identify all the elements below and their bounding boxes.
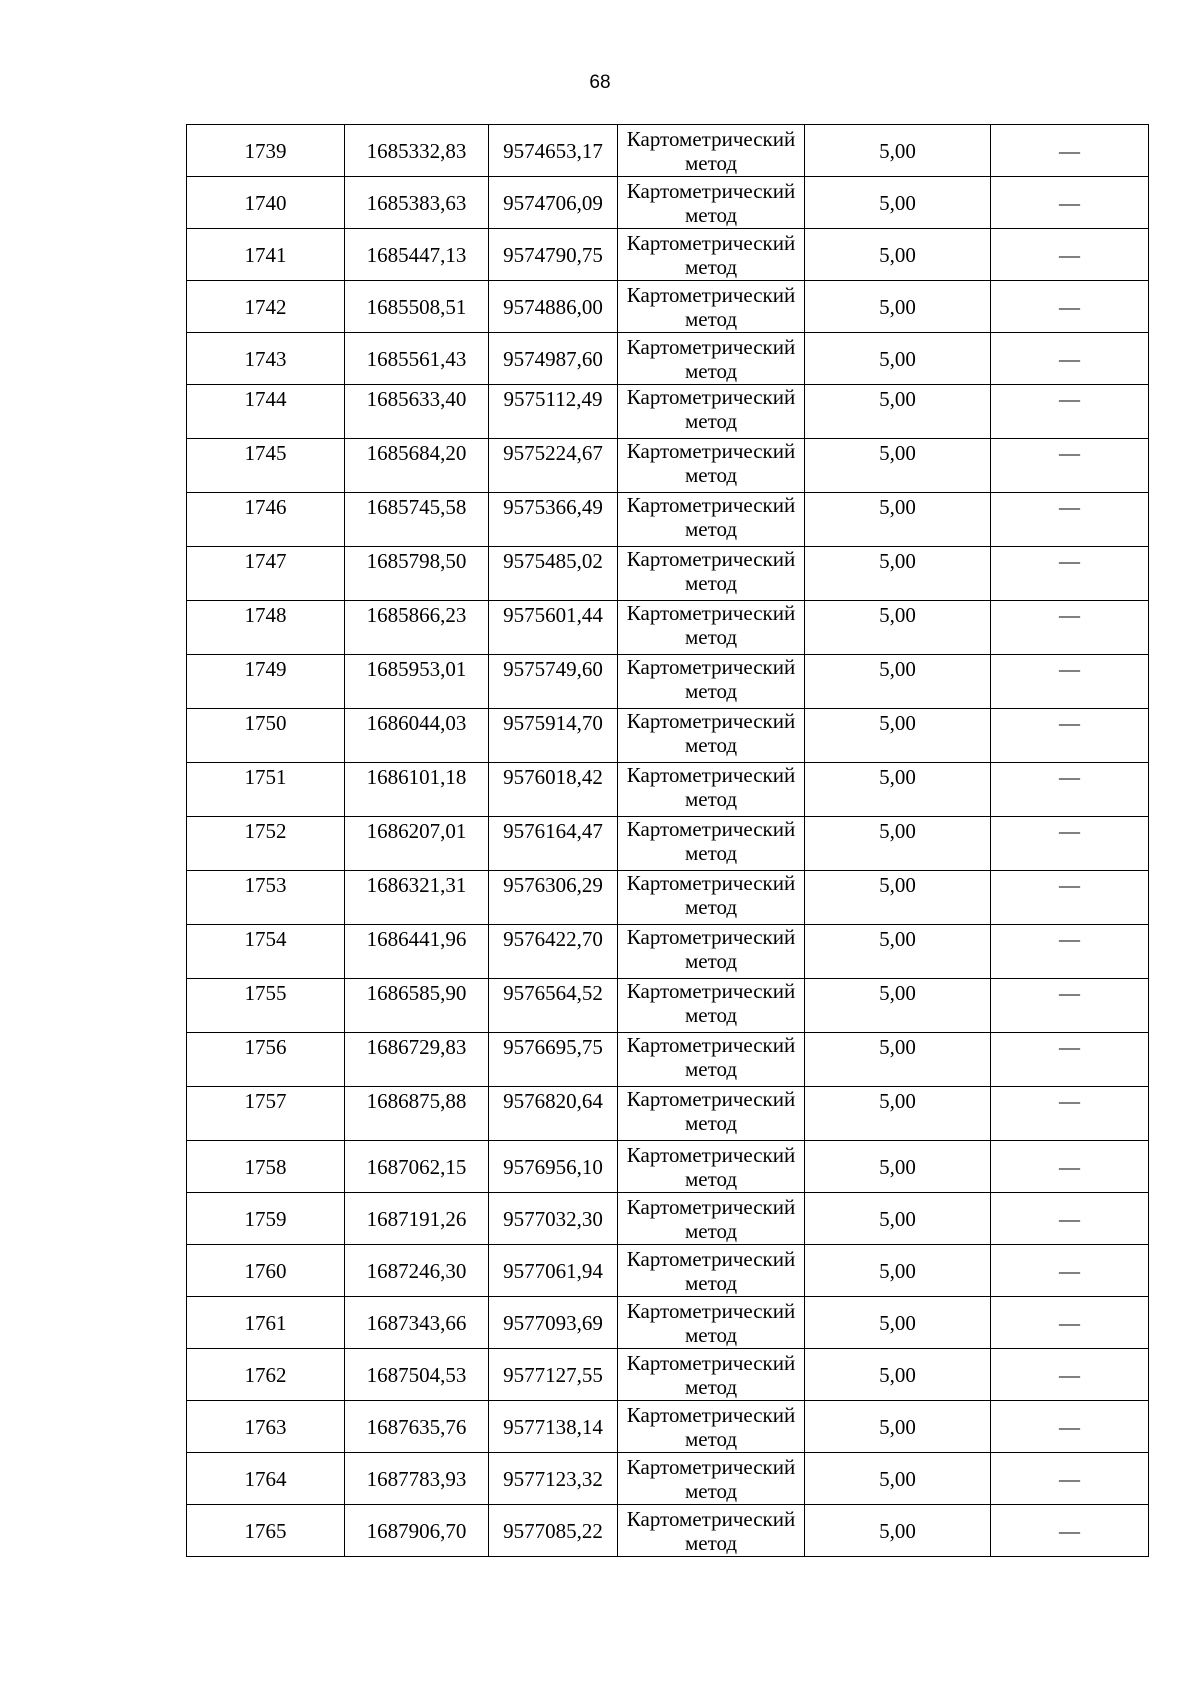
method-cell xyxy=(618,655,805,709)
table-row xyxy=(187,763,1149,817)
method-cell xyxy=(618,979,805,1033)
y-coordinate-cell: 9577061,94 xyxy=(489,1245,618,1297)
method-line-2: метод xyxy=(684,1218,738,1243)
point-number-cell: 1762 xyxy=(187,1349,345,1401)
point-number-cell: 1746 xyxy=(187,493,345,547)
method-line-2: метод xyxy=(684,254,738,279)
table-row xyxy=(187,1453,1149,1505)
x-coordinate-cell: 1685633,40 xyxy=(345,385,489,439)
table-row xyxy=(187,1297,1149,1349)
accuracy-cell: 5,00 xyxy=(805,1505,991,1557)
description-cell: — xyxy=(991,655,1149,709)
method-line-1: Картометрический xyxy=(626,871,796,895)
method-line-1: Картометрический xyxy=(626,925,796,949)
method-line-2: метод xyxy=(684,1111,738,1135)
table-row xyxy=(187,601,1149,655)
accuracy-cell: 5,00 xyxy=(805,177,991,229)
accuracy-cell: 5,00 xyxy=(805,1297,991,1349)
method-cell xyxy=(618,709,805,763)
accuracy-cell: 5,00 xyxy=(805,385,991,439)
method-line-1: Картометрический xyxy=(626,282,796,307)
y-coordinate-cell: 9577032,30 xyxy=(489,1193,618,1245)
y-coordinate-cell: 9577123,32 xyxy=(489,1453,618,1505)
method-cell xyxy=(618,925,805,979)
table-row xyxy=(187,1505,1149,1557)
x-coordinate-cell: 1687906,70 xyxy=(345,1505,489,1557)
y-coordinate-cell: 9576564,52 xyxy=(489,979,618,1033)
accuracy-cell: 5,00 xyxy=(805,925,991,979)
x-coordinate-cell: 1686585,90 xyxy=(345,979,489,1033)
description-cell: — xyxy=(991,1505,1149,1557)
method-line-2: метод xyxy=(684,517,738,541)
table-row xyxy=(187,1033,1149,1087)
point-number-cell: 1743 xyxy=(187,333,345,385)
x-coordinate-cell: 1685866,23 xyxy=(345,601,489,655)
y-coordinate-cell: 9577138,14 xyxy=(489,1401,618,1453)
y-coordinate-cell: 9576422,70 xyxy=(489,925,618,979)
accuracy-cell: 5,00 xyxy=(805,229,991,281)
description-cell: — xyxy=(991,177,1149,229)
x-coordinate-cell: 1687191,26 xyxy=(345,1193,489,1245)
y-coordinate-cell: 9574886,00 xyxy=(489,281,618,333)
point-number-cell: 1753 xyxy=(187,871,345,925)
accuracy-cell: 5,00 xyxy=(805,1087,991,1141)
method-line-2: метод xyxy=(684,787,738,811)
accuracy-cell: 5,00 xyxy=(805,709,991,763)
description-cell: — xyxy=(991,1141,1149,1193)
x-coordinate-cell: 1686729,83 xyxy=(345,1033,489,1087)
point-number-cell: 1749 xyxy=(187,655,345,709)
accuracy-cell: 5,00 xyxy=(805,1245,991,1297)
method-line-2: метод xyxy=(684,1057,738,1081)
method-line-1: Картометрический xyxy=(626,385,796,409)
method-cell xyxy=(618,1245,805,1297)
table-row xyxy=(187,655,1149,709)
method-cell xyxy=(618,493,805,547)
point-number-cell: 1750 xyxy=(187,709,345,763)
method-line-2: метод xyxy=(684,733,738,757)
x-coordinate-cell: 1687504,53 xyxy=(345,1349,489,1401)
description-cell: — xyxy=(991,1087,1149,1141)
method-line-1: Картометрический xyxy=(626,230,796,255)
method-cell xyxy=(618,281,805,333)
method-line-2: метод xyxy=(684,949,738,973)
y-coordinate-cell: 9574706,09 xyxy=(489,177,618,229)
point-number-cell: 1752 xyxy=(187,817,345,871)
y-coordinate-cell: 9576306,29 xyxy=(489,871,618,925)
x-coordinate-cell: 1685953,01 xyxy=(345,655,489,709)
method-line-1: Картометрический xyxy=(626,1246,796,1271)
method-line-2: метод xyxy=(684,358,738,383)
method-line-2: метод xyxy=(684,1003,738,1027)
point-number-cell: 1754 xyxy=(187,925,345,979)
x-coordinate-cell: 1685383,63 xyxy=(345,177,489,229)
x-coordinate-cell: 1687783,93 xyxy=(345,1453,489,1505)
description-cell: — xyxy=(991,871,1149,925)
coordinates-table-body xyxy=(187,125,1149,1557)
method-line-2: метод xyxy=(684,679,738,703)
method-cell xyxy=(618,1297,805,1349)
accuracy-cell: 5,00 xyxy=(805,547,991,601)
method-line-1: Картометрический xyxy=(626,1087,796,1111)
description-cell: — xyxy=(991,1401,1149,1453)
method-line-2: метод xyxy=(684,895,738,919)
point-number-cell: 1747 xyxy=(187,547,345,601)
point-number-cell: 1751 xyxy=(187,763,345,817)
accuracy-cell: 5,00 xyxy=(805,1193,991,1245)
accuracy-cell: 5,00 xyxy=(805,655,991,709)
table-row xyxy=(187,1141,1149,1193)
x-coordinate-cell: 1685745,58 xyxy=(345,493,489,547)
description-cell: — xyxy=(991,1245,1149,1297)
x-coordinate-cell: 1687343,66 xyxy=(345,1297,489,1349)
method-line-2: метод xyxy=(684,1322,738,1347)
description-cell: — xyxy=(991,385,1149,439)
table-row xyxy=(187,281,1149,333)
y-coordinate-cell: 9575485,02 xyxy=(489,547,618,601)
x-coordinate-cell: 1686044,03 xyxy=(345,709,489,763)
method-line-1: Картометрический xyxy=(626,979,796,1003)
method-cell xyxy=(618,547,805,601)
method-line-2: метод xyxy=(684,1478,738,1503)
y-coordinate-cell: 9574987,60 xyxy=(489,333,618,385)
description-cell: — xyxy=(991,547,1149,601)
method-cell xyxy=(618,1033,805,1087)
method-cell xyxy=(618,1193,805,1245)
accuracy-cell: 5,00 xyxy=(805,1033,991,1087)
accuracy-cell: 5,00 xyxy=(805,1401,991,1453)
y-coordinate-cell: 9575224,67 xyxy=(489,439,618,493)
table-row xyxy=(187,125,1149,177)
point-number-cell: 1761 xyxy=(187,1297,345,1349)
accuracy-cell: 5,00 xyxy=(805,601,991,655)
method-cell xyxy=(618,177,805,229)
point-number-cell: 1756 xyxy=(187,1033,345,1087)
method-line-1: Картометрический xyxy=(626,493,796,517)
description-cell: — xyxy=(991,1297,1149,1349)
point-number-cell: 1744 xyxy=(187,385,345,439)
method-cell xyxy=(618,763,805,817)
method-line-1: Картометрический xyxy=(626,1298,796,1323)
description-cell: — xyxy=(991,493,1149,547)
accuracy-cell: 5,00 xyxy=(805,871,991,925)
accuracy-cell: 5,00 xyxy=(805,763,991,817)
y-coordinate-cell: 9576956,10 xyxy=(489,1141,618,1193)
table-row xyxy=(187,1193,1149,1245)
method-line-2: метод xyxy=(684,1426,738,1451)
method-cell xyxy=(618,1453,805,1505)
point-number-cell: 1739 xyxy=(187,125,345,177)
x-coordinate-cell: 1685561,43 xyxy=(345,333,489,385)
method-line-2: метод xyxy=(684,625,738,649)
method-cell xyxy=(618,1141,805,1193)
method-cell xyxy=(618,871,805,925)
accuracy-cell: 5,00 xyxy=(805,439,991,493)
method-cell xyxy=(618,439,805,493)
method-line-2: метод xyxy=(684,1270,738,1295)
method-line-1: Картометрический xyxy=(626,439,796,463)
table-row xyxy=(187,1245,1149,1297)
y-coordinate-cell: 9574790,75 xyxy=(489,229,618,281)
method-line-2: метод xyxy=(684,150,738,175)
accuracy-cell: 5,00 xyxy=(805,979,991,1033)
table-row xyxy=(187,979,1149,1033)
table-row xyxy=(187,333,1149,385)
method-line-2: метод xyxy=(684,841,738,865)
x-coordinate-cell: 1686321,31 xyxy=(345,871,489,925)
description-cell: — xyxy=(991,439,1149,493)
point-number-cell: 1763 xyxy=(187,1401,345,1453)
method-line-1: Картометрический xyxy=(626,817,796,841)
accuracy-cell: 5,00 xyxy=(805,1141,991,1193)
method-cell xyxy=(618,1349,805,1401)
table-row xyxy=(187,439,1149,493)
description-cell: — xyxy=(991,1453,1149,1505)
y-coordinate-cell: 9576164,47 xyxy=(489,817,618,871)
method-cell xyxy=(618,385,805,439)
coordinates-table xyxy=(186,124,1149,1557)
method-line-1: Картометрический xyxy=(626,1033,796,1057)
method-line-2: метод xyxy=(684,1374,738,1399)
y-coordinate-cell: 9575112,49 xyxy=(489,385,618,439)
method-line-1: Картометрический xyxy=(626,601,796,625)
x-coordinate-cell: 1687246,30 xyxy=(345,1245,489,1297)
point-number-cell: 1764 xyxy=(187,1453,345,1505)
description-cell: — xyxy=(991,229,1149,281)
description-cell: — xyxy=(991,1349,1149,1401)
method-line-2: метод xyxy=(684,463,738,487)
accuracy-cell: 5,00 xyxy=(805,493,991,547)
point-number-cell: 1760 xyxy=(187,1245,345,1297)
x-coordinate-cell: 1686875,88 xyxy=(345,1087,489,1141)
method-cell xyxy=(618,817,805,871)
x-coordinate-cell: 1685447,13 xyxy=(345,229,489,281)
y-coordinate-cell: 9575366,49 xyxy=(489,493,618,547)
point-number-cell: 1740 xyxy=(187,177,345,229)
method-cell xyxy=(618,333,805,385)
point-number-cell: 1741 xyxy=(187,229,345,281)
x-coordinate-cell: 1687062,15 xyxy=(345,1141,489,1193)
table-row xyxy=(187,1401,1149,1453)
method-line-1: Картометрический xyxy=(626,334,796,359)
y-coordinate-cell: 9576820,64 xyxy=(489,1087,618,1141)
accuracy-cell: 5,00 xyxy=(805,125,991,177)
y-coordinate-cell: 9575749,60 xyxy=(489,655,618,709)
point-number-cell: 1745 xyxy=(187,439,345,493)
method-line-1: Картометрический xyxy=(626,763,796,787)
method-line-2: метод xyxy=(684,409,738,433)
description-cell: — xyxy=(991,709,1149,763)
y-coordinate-cell: 9576018,42 xyxy=(489,763,618,817)
point-number-cell: 1742 xyxy=(187,281,345,333)
method-line-2: метод xyxy=(684,571,738,595)
method-line-1: Картометрический xyxy=(626,1350,796,1375)
method-line-1: Картометрический xyxy=(626,1142,796,1167)
method-line-2: метод xyxy=(684,306,738,331)
table-row xyxy=(187,871,1149,925)
method-cell xyxy=(618,601,805,655)
description-cell: — xyxy=(991,925,1149,979)
x-coordinate-cell: 1685684,20 xyxy=(345,439,489,493)
point-number-cell: 1755 xyxy=(187,979,345,1033)
description-cell: — xyxy=(991,125,1149,177)
method-line-1: Картометрический xyxy=(626,547,796,571)
description-cell: — xyxy=(991,281,1149,333)
y-coordinate-cell: 9575914,70 xyxy=(489,709,618,763)
table-row xyxy=(187,1349,1149,1401)
method-line-2: метод xyxy=(684,1530,738,1555)
accuracy-cell: 5,00 xyxy=(805,281,991,333)
y-coordinate-cell: 9574653,17 xyxy=(489,125,618,177)
y-coordinate-cell: 9577085,22 xyxy=(489,1505,618,1557)
table-row xyxy=(187,177,1149,229)
description-cell: — xyxy=(991,333,1149,385)
point-number-cell: 1758 xyxy=(187,1141,345,1193)
table-row xyxy=(187,709,1149,763)
method-line-1: Картометрический xyxy=(626,709,796,733)
point-number-cell: 1759 xyxy=(187,1193,345,1245)
method-cell xyxy=(618,1401,805,1453)
x-coordinate-cell: 1685508,51 xyxy=(345,281,489,333)
y-coordinate-cell: 9577127,55 xyxy=(489,1349,618,1401)
method-line-1: Картометрический xyxy=(626,178,796,203)
point-number-cell: 1765 xyxy=(187,1505,345,1557)
method-cell xyxy=(618,229,805,281)
table-row xyxy=(187,493,1149,547)
method-line-1: Картометрический xyxy=(626,655,796,679)
y-coordinate-cell: 9576695,75 xyxy=(489,1033,618,1087)
page-number: 68 xyxy=(589,72,611,93)
table-row xyxy=(187,385,1149,439)
method-line-1: Картометрический xyxy=(626,1194,796,1219)
description-cell: — xyxy=(991,1033,1149,1087)
description-cell: — xyxy=(991,763,1149,817)
x-coordinate-cell: 1686441,96 xyxy=(345,925,489,979)
method-line-2: метод xyxy=(684,202,738,227)
y-coordinate-cell: 9575601,44 xyxy=(489,601,618,655)
accuracy-cell: 5,00 xyxy=(805,333,991,385)
x-coordinate-cell: 1685332,83 xyxy=(345,125,489,177)
table-row xyxy=(187,1087,1149,1141)
method-line-1: Картометрический xyxy=(626,1506,796,1531)
x-coordinate-cell: 1685798,50 xyxy=(345,547,489,601)
x-coordinate-cell: 1686207,01 xyxy=(345,817,489,871)
description-cell: — xyxy=(991,979,1149,1033)
accuracy-cell: 5,00 xyxy=(805,1349,991,1401)
table-row xyxy=(187,229,1149,281)
point-number-cell: 1757 xyxy=(187,1087,345,1141)
method-cell xyxy=(618,1087,805,1141)
method-line-1: Картометрический xyxy=(626,1454,796,1479)
point-number-cell: 1748 xyxy=(187,601,345,655)
description-cell: — xyxy=(991,1193,1149,1245)
method-line-1: Картометрический xyxy=(626,1402,796,1427)
accuracy-cell: 5,00 xyxy=(805,1453,991,1505)
table-row xyxy=(187,817,1149,871)
method-cell xyxy=(618,125,805,177)
table-row xyxy=(187,547,1149,601)
method-line-1: Картометрический xyxy=(626,126,796,151)
description-cell: — xyxy=(991,601,1149,655)
method-line-2: метод xyxy=(684,1166,738,1191)
method-cell xyxy=(618,1505,805,1557)
accuracy-cell: 5,00 xyxy=(805,817,991,871)
x-coordinate-cell: 1687635,76 xyxy=(345,1401,489,1453)
table-row xyxy=(187,925,1149,979)
description-cell: — xyxy=(991,817,1149,871)
x-coordinate-cell: 1686101,18 xyxy=(345,763,489,817)
y-coordinate-cell: 9577093,69 xyxy=(489,1297,618,1349)
